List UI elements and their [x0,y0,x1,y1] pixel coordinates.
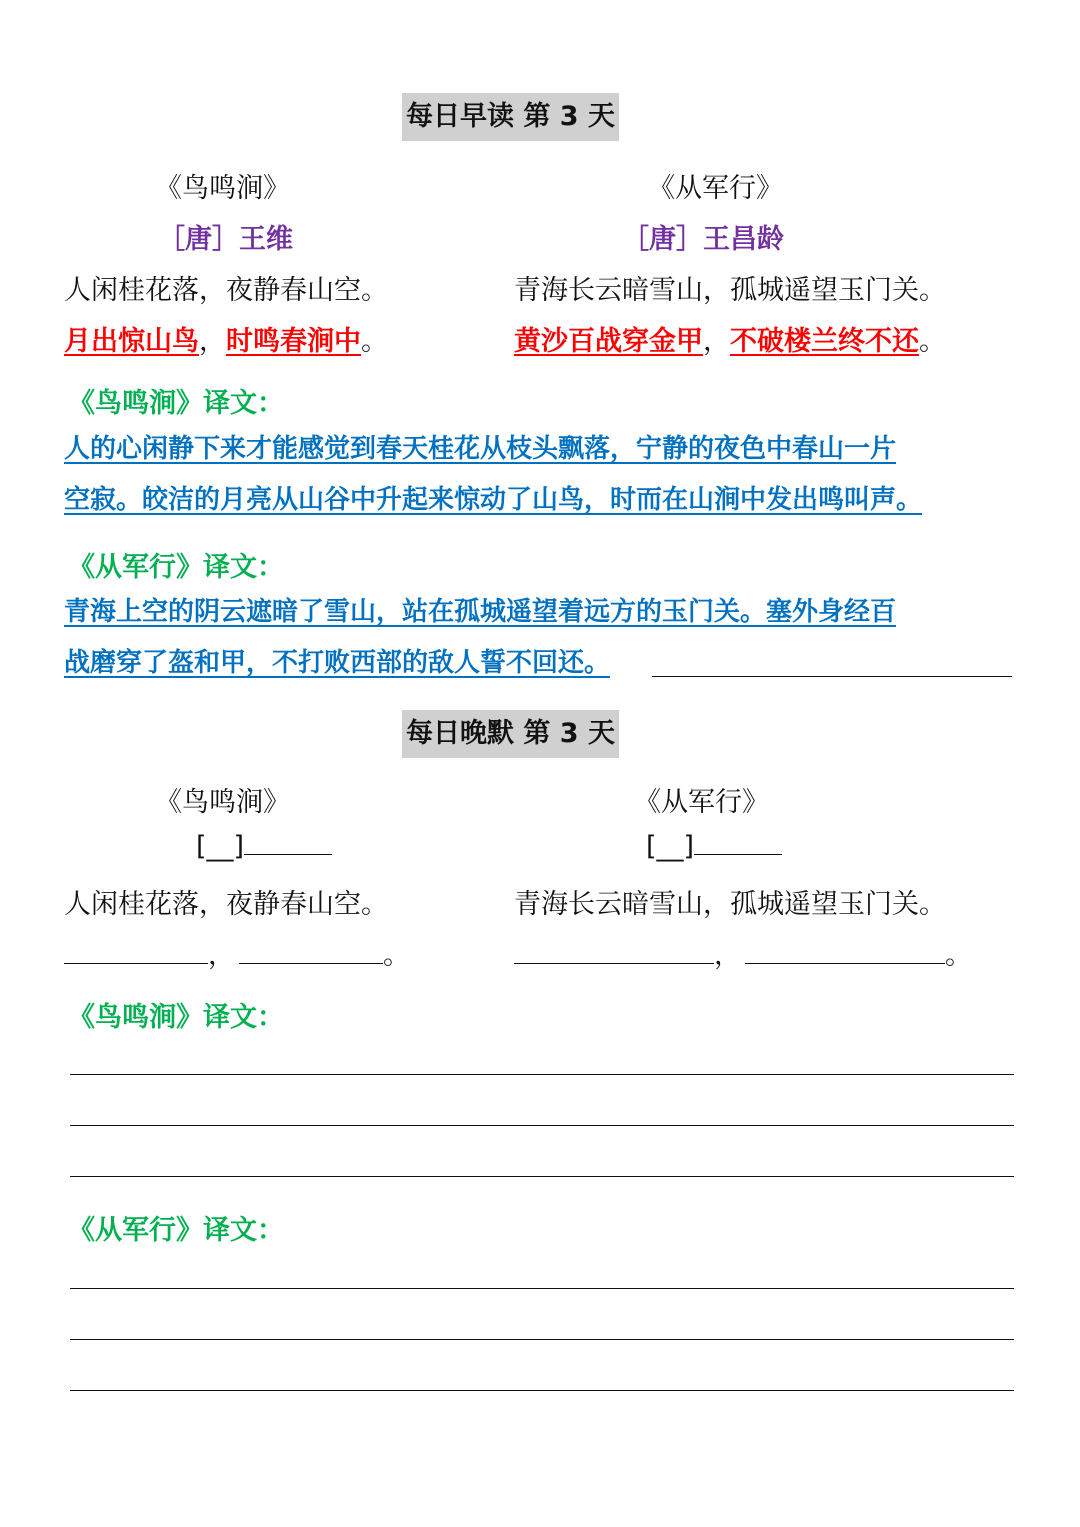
trans2-line2: 战磨穿了盔和甲，不打败西部的敌人誓不回还。 [64,648,611,678]
poem1-line2-comma: ， [199,326,226,357]
ev-poem1-author-field[interactable] [244,832,332,855]
trans1-line1: 人的心闲静下来才能感觉到春天桂花从枝头飘落，宁静的夜色中春山一片 [64,434,897,464]
ev-trans2-write-line-2[interactable] [70,1339,1014,1340]
ev-poem1-author-blank[interactable] [196,831,332,862]
ev-poem2-dynasty-blank[interactable]: [__] [646,831,695,862]
ev-poem2-comma: ， [714,940,741,971]
ev-poem2-author-field[interactable] [694,832,782,855]
ev-poem1-comma: ， [208,940,235,971]
poem1-line2-second-half: 时鸣春涧中 [226,326,361,357]
ev-trans2-write-line-3[interactable] [70,1390,1014,1391]
ev-trans1-write-line-2[interactable] [70,1125,1014,1126]
trans2-label: 《从军行》译文： [68,552,284,583]
ev-poem2-author-blank[interactable] [646,831,782,862]
ev-poem2-line2-blank2[interactable] [745,941,945,964]
trans1-line2: 空寂。皎洁的月亮从山谷中升起来惊动了山鸟，时而在山涧中发出鸣叫声。 [64,485,923,515]
ev-poem1-line2-blank1[interactable] [64,941,208,964]
poem1-line2-first-half: 月出惊山鸟 [64,326,199,357]
trans1-text [64,424,922,526]
trans2-line1: 青海上空的阴云遮暗了雪山，站在孤城遥望着远方的玉门关。塞外身经百 [64,597,897,627]
ev-trans2-write-line-1[interactable] [70,1288,1014,1289]
poem2-line2-comma: ， [703,326,730,357]
ev-poem1-dynasty-blank[interactable]: [__] [196,831,245,862]
poem2-line1: 青海长云暗雪山，孤城遥望玉门关。 [514,275,946,306]
poem1-line2 [64,319,388,358]
ev-poem2-title: 《从军行》 [634,787,769,818]
ev-poem2-line1: 青海长云暗雪山，孤城遥望玉门关。 [514,889,946,920]
poem1-line1: 人闲桂花落，夜静春山空。 [64,275,388,306]
poem2-author: ［唐］王昌龄 [622,224,784,255]
poem2-line2 [514,319,946,358]
poem1-author: ［唐］王维 [158,224,293,255]
ev-poem1-period: 。 [383,940,410,971]
poem2-line2-period: 。 [919,326,946,357]
ev-trans1-label: 《鸟鸣涧》译文： [68,1002,284,1033]
poem2-line2-first-half: 黄沙百战穿金甲 [514,326,703,357]
poem1-line2-period: 。 [361,326,388,357]
ev-poem2-line2-blank1[interactable] [514,941,714,964]
ev-poem1-line1: 人闲桂花落，夜静春山空。 [64,889,388,920]
poem1-title: 《鸟鸣涧》 [155,173,290,204]
ev-poem1-line2-blank2[interactable] [239,941,383,964]
ev-poem1-title: 《鸟鸣涧》 [155,787,290,818]
trans1-label: 《鸟鸣涧》译文： [68,388,284,419]
ev-trans1-write-line-1[interactable] [70,1074,1014,1075]
ev-trans1-write-line-3[interactable] [70,1176,1014,1177]
morning-section-title: 每日早读 第 3 天 [402,93,619,141]
poem2-line2-second-half: 不破楼兰终不还 [730,326,919,357]
poem2-title: 《从军行》 [648,173,783,204]
ev-poem2-period: 。 [945,940,972,971]
ev-poem2-line2 [514,933,972,972]
evening-section-title: 每日晚默 第 3 天 [402,710,619,758]
ev-trans2-label: 《从军行》译文： [68,1215,284,1246]
trans2-line2-rule [652,676,1012,677]
ev-poem1-line2 [64,933,410,972]
trans2-text [64,587,896,689]
